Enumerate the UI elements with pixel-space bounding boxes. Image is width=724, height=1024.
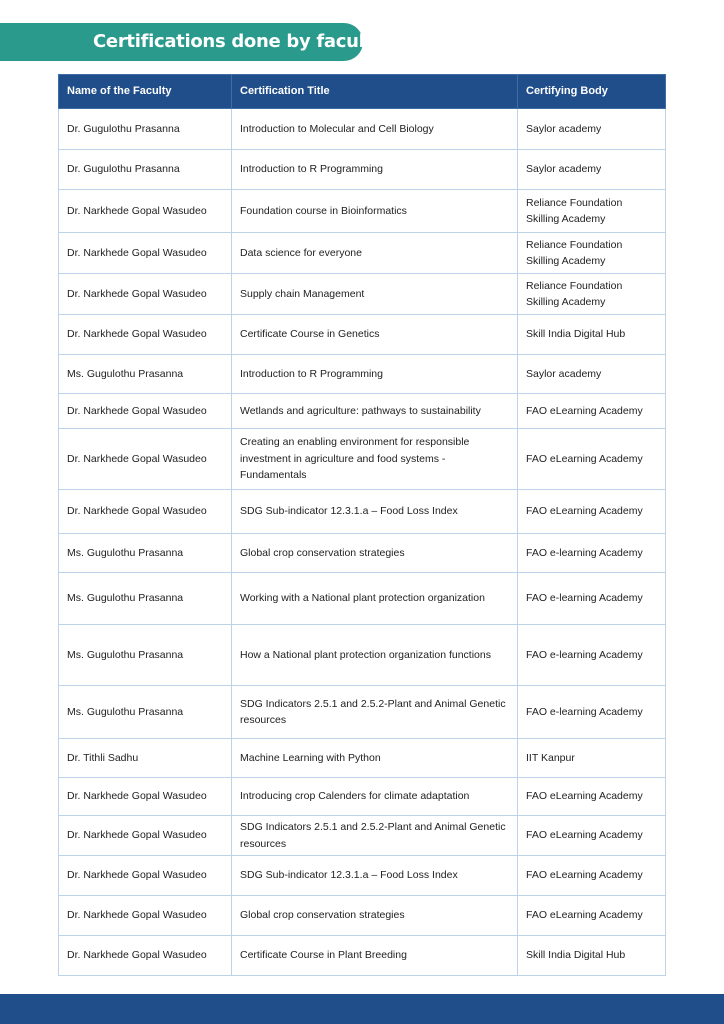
cell-body: Reliance Foundation Skilling Academy (518, 233, 666, 274)
cell-title: Global crop conservation strategies (232, 896, 518, 936)
cell-title: Global crop conservation strategies (232, 534, 518, 573)
cell-body: FAO eLearning Academy (518, 856, 666, 896)
cell-body: FAO eLearning Academy (518, 394, 666, 429)
cell-body: FAO e-learning Academy (518, 686, 666, 739)
cell-title: Certificate Course in Genetics (232, 315, 518, 355)
table-row (59, 394, 666, 429)
cell-title: Introduction to Molecular and Cell Biology (232, 109, 518, 150)
cell-title: How a National plant protection organization functions (232, 625, 518, 686)
cell-title: Data science for everyone (232, 233, 518, 274)
cell-body: FAO eLearning Academy (518, 490, 666, 534)
cell-body: Skill India Digital Hub (518, 315, 666, 355)
cell-body: Saylor academy (518, 109, 666, 150)
cell-body: Skill India Digital Hub (518, 936, 666, 976)
cell-faculty: Dr. Narkhede Gopal Wasudeo (59, 274, 232, 315)
cell-title: Wetlands and agriculture: pathways to sustainability (232, 394, 518, 429)
cell-body: Reliance Foundation Skilling Academy (518, 274, 666, 315)
table-row (59, 856, 666, 896)
cell-title: SDG Indicators 2.5.1 and 2.5.2-Plant and Animal Genetic resources (232, 816, 518, 856)
table-row (59, 816, 666, 856)
cell-faculty: Dr. Narkhede Gopal Wasudeo (59, 778, 232, 816)
table-row (59, 274, 666, 315)
cell-faculty: Dr. Narkhede Gopal Wasudeo (59, 429, 232, 490)
cell-body: FAO eLearning Academy (518, 429, 666, 490)
cell-title: Creating an enabling environment for responsible investment in agriculture and food systems - Fundamentals (232, 429, 518, 490)
page-title: Certifications done by faculty (93, 31, 385, 52)
cell-faculty: Ms. Gugulothu Prasanna (59, 686, 232, 739)
table-row (59, 778, 666, 816)
cell-faculty: Ms. Gugulothu Prasanna (59, 625, 232, 686)
cell-faculty: Ms. Gugulothu Prasanna (59, 355, 232, 394)
table-row (59, 490, 666, 534)
cell-title: Introduction to R Programming (232, 355, 518, 394)
cell-faculty: Dr. Gugulothu Prasanna (59, 150, 232, 190)
cell-body: Reliance Foundation Skilling Academy (518, 190, 666, 233)
cell-title: Certificate Course in Plant Breeding (232, 936, 518, 976)
cell-body: FAO eLearning Academy (518, 816, 666, 856)
table-row (59, 150, 666, 190)
cell-title: Working with a National plant protection organization (232, 573, 518, 625)
table-row (59, 625, 666, 686)
cell-faculty: Ms. Gugulothu Prasanna (59, 573, 232, 625)
table-row (59, 315, 666, 355)
table-header-row (59, 75, 666, 109)
cell-title: Introduction to R Programming (232, 150, 518, 190)
table-row (59, 739, 666, 778)
title-banner (0, 23, 385, 61)
cell-faculty: Dr. Narkhede Gopal Wasudeo (59, 315, 232, 355)
table-row (59, 233, 666, 274)
cell-faculty: Dr. Narkhede Gopal Wasudeo (59, 856, 232, 896)
cell-faculty: Dr. Narkhede Gopal Wasudeo (59, 896, 232, 936)
cell-body: FAO eLearning Academy (518, 778, 666, 816)
cell-body: FAO e-learning Academy (518, 573, 666, 625)
cell-title: Foundation course in Bioinformatics (232, 190, 518, 233)
cell-body: FAO e-learning Academy (518, 534, 666, 573)
table-row (59, 573, 666, 625)
cell-title: SDG Indicators 2.5.1 and 2.5.2-Plant and Animal Genetic resources (232, 686, 518, 739)
header-certification-title: Certification Title (232, 75, 518, 109)
cell-title: Machine Learning with Python (232, 739, 518, 778)
table-row (59, 896, 666, 936)
cell-body: Saylor academy (518, 355, 666, 394)
table-row (59, 936, 666, 976)
table-row (59, 355, 666, 394)
header-certifying-body: Certifying Body (518, 75, 666, 109)
certifications-table (58, 74, 666, 976)
header-faculty: Name of the Faculty (59, 75, 232, 109)
cell-faculty: Dr. Narkhede Gopal Wasudeo (59, 816, 232, 856)
table-row (59, 109, 666, 150)
cell-body: Saylor academy (518, 150, 666, 190)
cell-faculty: Dr. Gugulothu Prasanna (59, 109, 232, 150)
table-row (59, 190, 666, 233)
cell-title: SDG Sub-indicator 12.3.1.a – Food Loss Index (232, 490, 518, 534)
cell-faculty: Dr. Narkhede Gopal Wasudeo (59, 190, 232, 233)
footer-bar (0, 994, 724, 1024)
cell-faculty: Dr. Narkhede Gopal Wasudeo (59, 490, 232, 534)
cell-faculty: Dr. Tithli Sadhu (59, 739, 232, 778)
cell-body: FAO e-learning Academy (518, 625, 666, 686)
table-row (59, 429, 666, 490)
cell-faculty: Dr. Narkhede Gopal Wasudeo (59, 394, 232, 429)
cell-title: Introducing crop Calenders for climate adaptation (232, 778, 518, 816)
cell-faculty: Dr. Narkhede Gopal Wasudeo (59, 936, 232, 976)
cell-title: SDG Sub-indicator 12.3.1.a – Food Loss Index (232, 856, 518, 896)
cell-body: IIT Kanpur (518, 739, 666, 778)
cell-title: Supply chain Management (232, 274, 518, 315)
cell-body: FAO eLearning Academy (518, 896, 666, 936)
table-row (59, 534, 666, 573)
cell-faculty: Dr. Narkhede Gopal Wasudeo (59, 233, 232, 274)
table-row (59, 686, 666, 739)
cell-faculty: Ms. Gugulothu Prasanna (59, 534, 232, 573)
